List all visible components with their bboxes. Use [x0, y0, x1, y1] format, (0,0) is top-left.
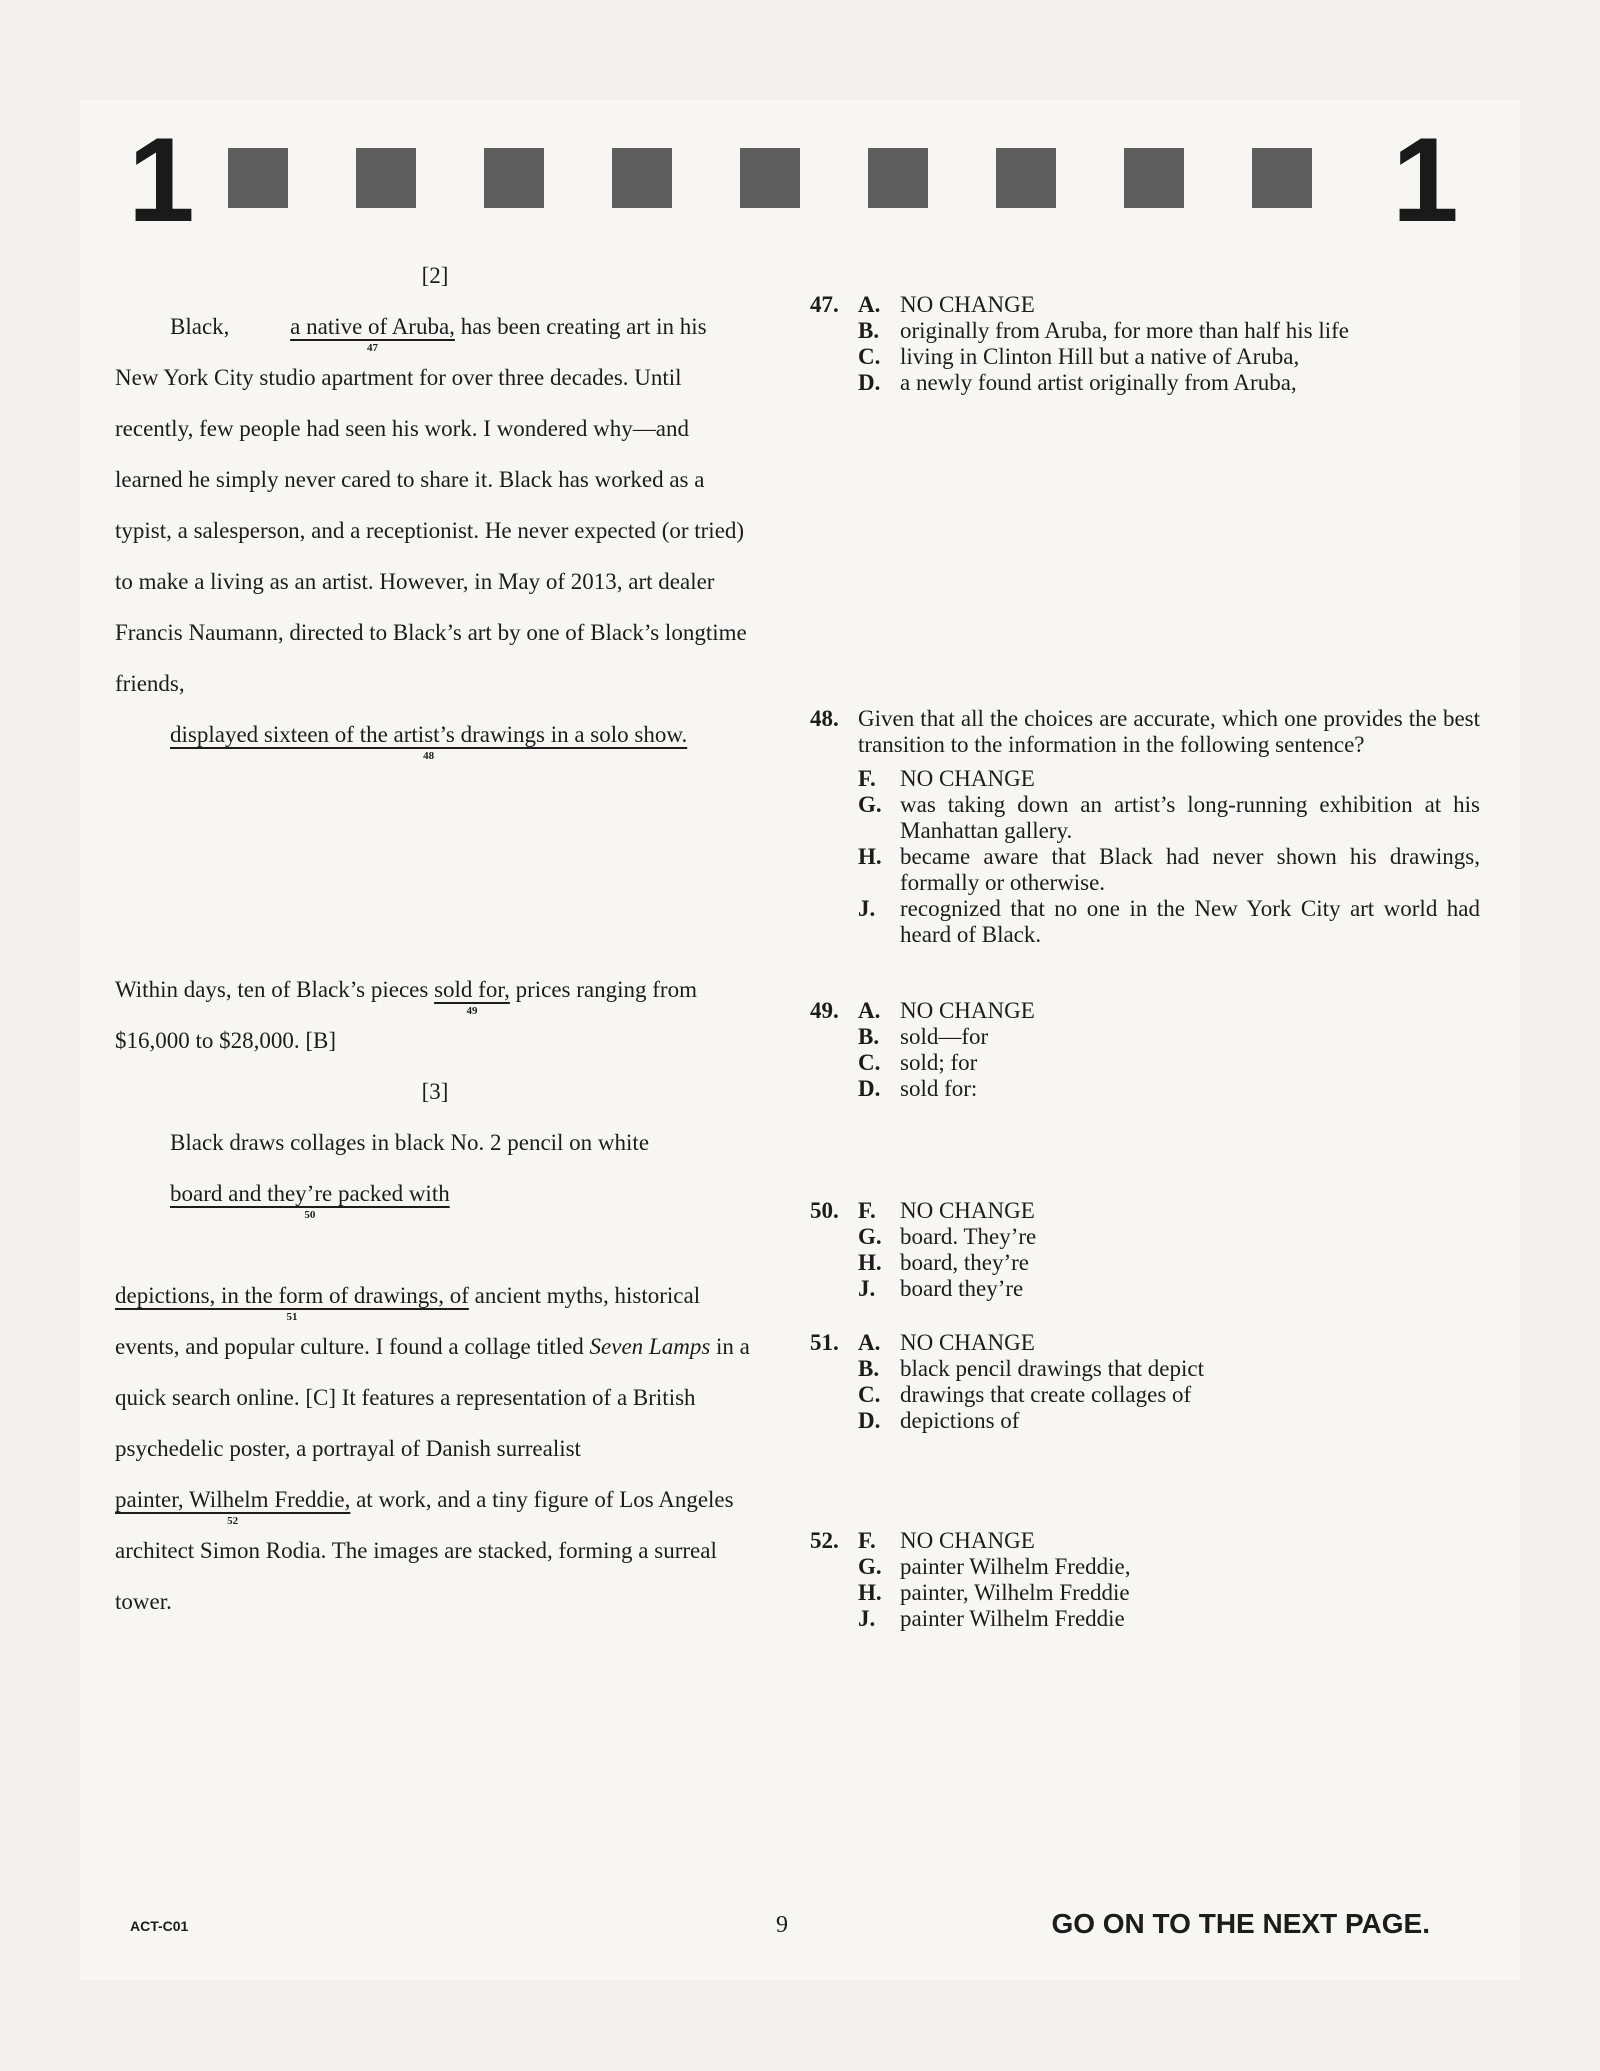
- question-ref-49: 49: [466, 1004, 478, 1017]
- form-code: ACT-C01: [130, 1918, 189, 1934]
- option-letter: G.: [858, 792, 882, 817]
- question-49: [810, 998, 1480, 1102]
- passage-text: ancient myths, historical events, and popular culture. I found a collage titled: [115, 1283, 701, 1359]
- passage-paragraph-2-cont: [115, 964, 755, 1066]
- question-number: 47.: [810, 292, 839, 317]
- passage-text: Black,: [170, 314, 236, 339]
- page-number: 9: [776, 1912, 788, 1938]
- option-row[interactable]: [810, 1580, 1480, 1606]
- option-letter: G.: [858, 1224, 882, 1249]
- underlined-portion-51: [115, 1282, 469, 1323]
- option-row[interactable]: [810, 1528, 1480, 1554]
- paragraph-marker-3: [3]: [421, 1079, 449, 1104]
- question-50: [810, 1198, 1480, 1302]
- option-row[interactable]: [810, 1076, 1480, 1102]
- underlined-portion-52: [115, 1486, 351, 1527]
- question-number: 50.: [810, 1198, 839, 1223]
- underlined-text: sold for,: [434, 977, 510, 1002]
- passage: [115, 250, 755, 1627]
- option-letter: J.: [858, 1606, 876, 1631]
- option-text: became aware that Black had never shown his drawings, formally or otherwise.: [900, 844, 1480, 895]
- question-ref-50: 50: [304, 1208, 316, 1221]
- next-page-notice: GO ON TO THE NEXT PAGE.: [1051, 1908, 1430, 1939]
- spacer: [115, 1219, 755, 1270]
- option-letter: B.: [858, 1356, 880, 1381]
- option-letter: F.: [858, 766, 876, 791]
- underlined-portion-50: [115, 1180, 450, 1221]
- passage-text: at work, and a tiny figure of Los Angeles architect Simon Rodia. The images are stacked, forming a surreal tower.: [115, 1487, 734, 1614]
- option-row[interactable]: [810, 998, 1480, 1024]
- option-row[interactable]: [810, 1276, 1480, 1302]
- option-letter: H.: [858, 1250, 882, 1275]
- underlined-portion-47: [235, 313, 455, 354]
- passage-paragraph-2: [115, 301, 755, 760]
- passage-text: prices ranging from $16,000 to $28,000. [B]: [115, 977, 697, 1053]
- question-ref-47: 47: [367, 341, 379, 354]
- option-row[interactable]: [810, 1606, 1480, 1632]
- option-letter: F.: [858, 1528, 876, 1553]
- question-number: 51.: [810, 1330, 839, 1355]
- underlined-portion-49: [434, 976, 510, 1017]
- option-text: board they’re: [900, 1276, 1024, 1301]
- option-row[interactable]: [810, 1382, 1480, 1408]
- question-number: 49.: [810, 998, 839, 1023]
- option-text: sold for:: [900, 1076, 978, 1101]
- option-row[interactable]: [810, 1356, 1480, 1382]
- option-row[interactable]: [810, 1198, 1480, 1224]
- question-ref-51: 51: [286, 1310, 298, 1323]
- option-text: NO CHANGE: [900, 766, 1035, 791]
- option-text: NO CHANGE: [900, 998, 1035, 1023]
- option-row[interactable]: [810, 1050, 1480, 1076]
- option-text: NO CHANGE: [900, 292, 1035, 317]
- header-square: [612, 148, 672, 208]
- question-number: 52.: [810, 1528, 839, 1553]
- option-row[interactable]: [810, 344, 1480, 370]
- option-text: board. They’re: [900, 1224, 1037, 1249]
- option-letter: A.: [858, 1330, 881, 1355]
- option-text: a newly found artist originally from Aruba,: [900, 370, 1297, 395]
- option-letter: B.: [858, 318, 880, 343]
- question-52: [810, 1528, 1480, 1632]
- option-row[interactable]: [810, 370, 1480, 396]
- option-text: NO CHANGE: [900, 1528, 1035, 1553]
- option-row[interactable]: [810, 1408, 1480, 1434]
- option-row[interactable]: [810, 1250, 1480, 1276]
- question-number: 48.: [810, 706, 839, 731]
- option-letter: J.: [858, 1276, 876, 1301]
- question-stem: Given that all the choices are accurate, which one provides the best transition to the information in the following sentence?: [858, 706, 1480, 757]
- option-letter: C.: [858, 344, 881, 369]
- option-row[interactable]: [810, 292, 1480, 318]
- header-square: [740, 148, 800, 208]
- passage-text: Black draws collages in black No. 2 pencil on white: [170, 1130, 650, 1155]
- underlined-text: depictions, in the form of drawings, of: [115, 1283, 469, 1308]
- paragraph-marker-2: [2]: [421, 263, 449, 288]
- option-text: sold; for: [900, 1050, 978, 1075]
- option-row[interactable]: [810, 1330, 1480, 1356]
- option-text: recognized that no one in the New York City art world had heard of Black.: [900, 896, 1480, 947]
- option-letter: A.: [858, 292, 881, 317]
- question-ref-52: 52: [227, 1514, 239, 1527]
- passage-text: Within days, ten of Black’s pieces: [115, 977, 435, 1002]
- underlined-text: painter, Wilhelm Freddie,: [115, 1487, 351, 1512]
- question-47: [810, 292, 1480, 396]
- option-letter: H.: [858, 1580, 882, 1605]
- header-square: [996, 148, 1056, 208]
- passage-paragraph-3-cont: [115, 1270, 755, 1627]
- underlined-text: displayed sixteen of the artist’s drawings in a solo show.: [170, 722, 688, 747]
- option-text: NO CHANGE: [900, 1330, 1035, 1355]
- option-row[interactable]: [810, 318, 1480, 344]
- option-letter: C.: [858, 1050, 881, 1075]
- header-square: [868, 148, 928, 208]
- option-row[interactable]: [858, 766, 1480, 792]
- option-letter: D.: [858, 1076, 881, 1101]
- option-row[interactable]: [810, 1024, 1480, 1050]
- option-letter: G.: [858, 1554, 882, 1579]
- option-letter: D.: [858, 370, 881, 395]
- spacer: [115, 811, 755, 862]
- header-square: [1252, 148, 1312, 208]
- header-square: [356, 148, 416, 208]
- option-letter: A.: [858, 998, 881, 1023]
- question-stem-row: [810, 706, 1480, 758]
- artwork-title: Seven Lamps: [589, 1334, 711, 1359]
- question-51: [810, 1330, 1480, 1434]
- option-text: was taking down an artist’s long-running exhibition at his Manhattan gallery.: [900, 792, 1480, 843]
- option-letter: C.: [858, 1382, 881, 1407]
- header-square: [484, 148, 544, 208]
- option-row[interactable]: [810, 1224, 1480, 1250]
- option-letter: J.: [858, 896, 876, 921]
- passage-text: has been creating art in his New York City studio apartment for over three decades. Until recently, few people had seen his work. I wondered why—and learned he simply never cared to share it. Black has worked as a typist, a salesperson, and a receptionist. He never expected (or tried) to make a living as an artist. However, in May of 2013, art dealer Francis Naumann, directed to Black’s art by one of Black’s longtime friends,: [115, 314, 747, 696]
- passage-paragraph-3: [115, 1117, 755, 1219]
- option-text: NO CHANGE: [900, 1198, 1035, 1223]
- passage-text: in a quick search online. [C] It features a representation of a British psychedelic poster, a portrayal of Danish surrealist: [115, 1334, 750, 1461]
- option-text: living in Clinton Hill but a native of Aruba,: [900, 344, 1300, 369]
- underlined-portion-48: [115, 721, 688, 762]
- option-letter: F.: [858, 1198, 876, 1223]
- spacer: [115, 862, 755, 913]
- option-text: drawings that create collages of: [900, 1382, 1192, 1407]
- underlined-text: board and they’re packed with: [170, 1181, 450, 1206]
- option-text: painter, Wilhelm Freddie: [900, 1580, 1130, 1605]
- header-square: [228, 148, 288, 208]
- option-text: board, they’re: [900, 1250, 1029, 1275]
- option-text: painter Wilhelm Freddie: [900, 1606, 1125, 1631]
- underlined-text: a native of Aruba,: [290, 314, 455, 339]
- option-row[interactable]: [858, 844, 1480, 896]
- section-number-left: 1: [128, 113, 195, 247]
- section-number-right: 1: [1392, 113, 1459, 247]
- option-text: sold—for: [900, 1024, 989, 1049]
- option-letter: B.: [858, 1024, 880, 1049]
- option-text: painter Wilhelm Freddie,: [900, 1554, 1131, 1579]
- spacer: [115, 760, 755, 811]
- option-text: originally from Aruba, for more than half his life: [900, 318, 1350, 343]
- option-text: depictions of: [900, 1408, 1020, 1433]
- header-square: [1124, 148, 1184, 208]
- option-row[interactable]: [810, 1554, 1480, 1580]
- option-list: [858, 766, 1480, 948]
- option-text: black pencil drawings that depict: [900, 1356, 1205, 1381]
- option-letter: D.: [858, 1408, 881, 1433]
- option-row[interactable]: [858, 792, 1480, 844]
- option-row[interactable]: [858, 896, 1480, 948]
- question-48: [810, 706, 1480, 948]
- spacer: [115, 913, 755, 964]
- option-letter: H.: [858, 844, 882, 869]
- question-ref-48: 48: [423, 749, 435, 762]
